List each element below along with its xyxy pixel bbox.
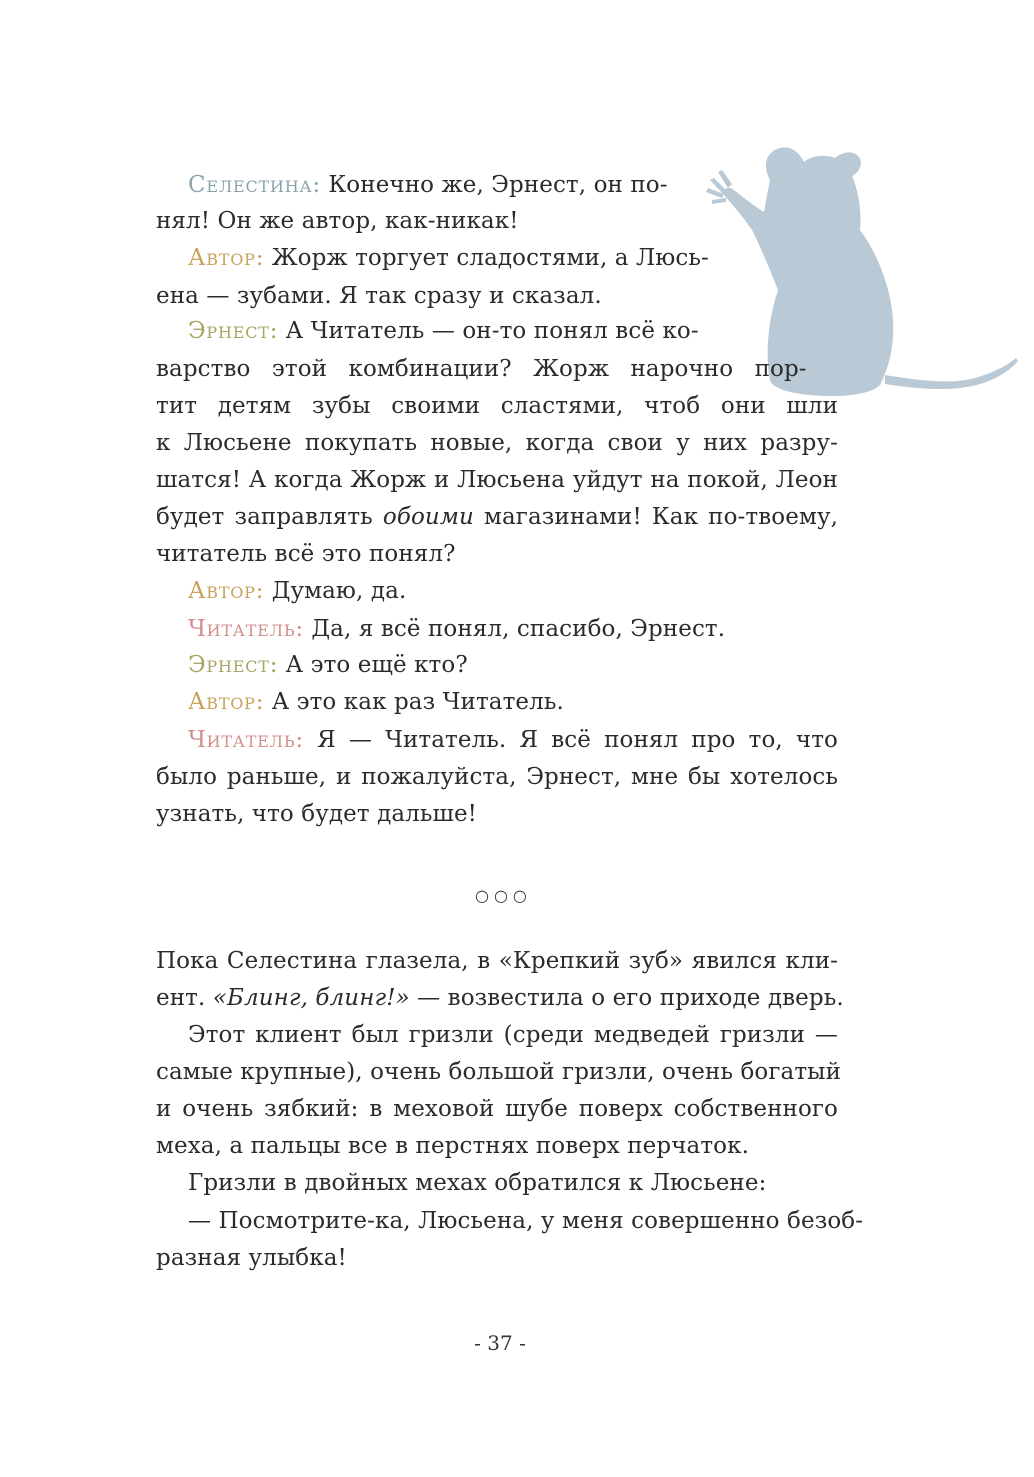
line-text: А это ещё кто? — [278, 652, 468, 678]
speaker-label: Читатель: — [188, 727, 304, 753]
speaker-label: Автор: — [188, 689, 265, 715]
dialogue-line — [188, 687, 564, 717]
dialogue-line — [188, 650, 468, 680]
line-text-italic: «Блинг, блинг!» — [212, 985, 410, 1011]
line-text: А Читатель — он-то понял всё ко- — [278, 318, 699, 344]
dialogue-line — [156, 206, 519, 236]
line-text: Жорж торгует сладостями, а Люсь- — [264, 245, 709, 271]
speaker-label: Автор: — [188, 245, 265, 271]
paragraph-line — [188, 1020, 838, 1050]
line-text: ена — зубами. Я так сразу и сказал. — [156, 283, 602, 309]
dialogue-line — [156, 354, 807, 384]
paragraph-line — [156, 1094, 838, 1124]
paragraph-line — [156, 1131, 749, 1161]
line-text: — возвестила о его приходе дверь. — [409, 985, 844, 1011]
line-text: нял! Он же автор, как-никак! — [156, 208, 519, 234]
line-text: Думаю, да. — [264, 578, 407, 604]
line-text: Пока Селестина глазела, в «Крепкий зуб» явился кли- — [156, 948, 838, 974]
dialogue-line — [156, 391, 838, 421]
line-text: и очень зябкий: в меховой шубе поверх собственного — [156, 1096, 838, 1122]
paragraph-line — [156, 983, 844, 1013]
page-number: - 37 - — [474, 1331, 526, 1355]
line-text: к Люсьене покупать новые, когда свои у них разру- — [156, 430, 838, 456]
paragraph-line — [156, 1243, 347, 1273]
line-text: читатель всё это понял? — [156, 541, 456, 567]
dialogue-line — [156, 428, 838, 458]
line-text: ент. — [156, 985, 213, 1011]
dialogue-line — [188, 170, 668, 200]
dialogue-line — [188, 576, 406, 606]
speaker-label: Эрнест: — [188, 318, 279, 344]
section-separator: ○○○ — [475, 886, 532, 905]
line-text: варство этой комбинации? Жорж нарочно пор- — [156, 356, 807, 382]
speaker-label: Селестина: — [188, 172, 321, 198]
line-text: Конечно же, Эрнест, он по- — [321, 172, 668, 198]
line-text: шатся! А когда Жорж и Люсьена уйдут на покой, Леон — [156, 467, 838, 493]
line-text: узнать, что будет дальше! — [156, 801, 478, 827]
paragraph-line — [156, 1057, 841, 1087]
speaker-label: Эрнест: — [188, 652, 279, 678]
line-text: будет заправлять — [156, 504, 383, 530]
line-text: — Посмотрите-ка, Люсьена, у меня совершенно безоб- — [188, 1208, 864, 1234]
paragraph-line — [188, 1168, 766, 1198]
line-text: Этот клиент был гризли (среди медведей гризли — — [188, 1022, 838, 1048]
speaker-label: Читатель: — [188, 616, 304, 642]
dialogue-line — [188, 614, 725, 644]
dialogue-line — [156, 762, 838, 792]
line-text-italic: обоими — [382, 504, 474, 530]
dialogue-line — [156, 502, 838, 532]
dialogue-line — [188, 243, 709, 273]
dialogue-line — [188, 316, 699, 346]
paragraph-line — [188, 1206, 863, 1236]
dialogue-line — [156, 281, 602, 311]
line-text: магазинами! Как по-твоему, — [473, 504, 838, 530]
line-text: А это как раз Читатель. — [264, 689, 564, 715]
dialogue-line — [188, 725, 838, 755]
line-text: Гризли в двойных мехах обратился к Люсьене: — [188, 1170, 767, 1196]
dialogue-line — [156, 539, 456, 569]
line-text: Да, я всё понял, спасибо, Эрнест. — [303, 616, 726, 642]
paragraph-line — [156, 946, 838, 976]
speaker-label: Автор: — [188, 578, 265, 604]
dialogue-line — [156, 799, 477, 829]
line-text: тит детям зубы своими сластями, чтоб они шли — [156, 393, 838, 419]
line-text: самые крупные), очень большой гризли, очень богатый — [156, 1059, 841, 1085]
line-text: разная улыбка! — [156, 1245, 347, 1271]
line-text: Я — Читатель. Я всё понял про то, что — [303, 727, 838, 753]
line-text: было раньше, и пожалуйста, Эрнест, мне бы хотелось — [156, 764, 838, 790]
dialogue-line — [156, 465, 838, 495]
line-text: меха, а пальцы все в перстнях поверх перчаток. — [156, 1133, 749, 1159]
